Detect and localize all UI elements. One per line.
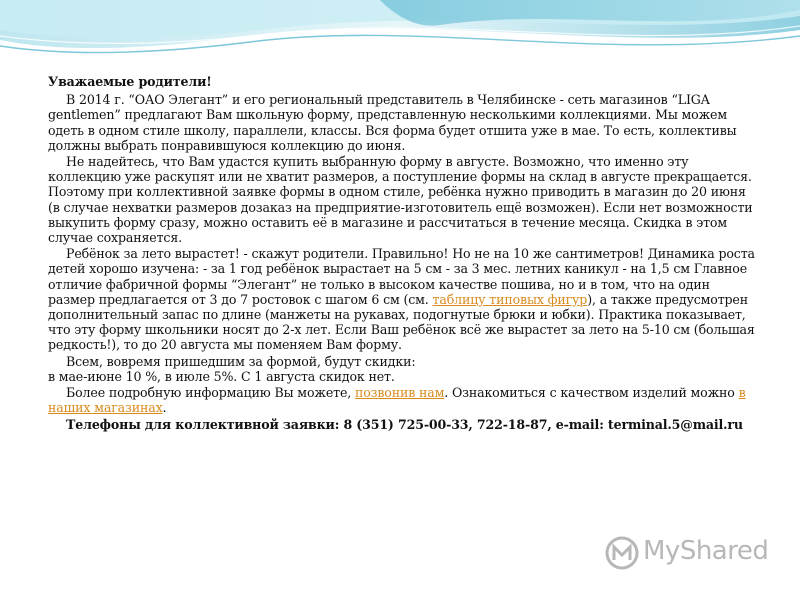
phones-line: Телефоны для коллективной заявки: 8 (351) 725-00-33, 722-18-87, e-mail: terminal.5@mail.ru [66, 417, 743, 433]
our-stores-link[interactable]: в наших магазинах [48, 385, 746, 416]
paragraph-2: Не надейтесь, что Вам удастся купить выбранную форму в августе. Возможно, что именно эту коллекцию уже раскупят или не хватит размеров, а поступление формы на склад в августе прекращается. Поэтому при коллективной заявке формы в одном стиле, ребёнка нужно приводить в магазин до 20 июня (в случае нехватки размеров дозаказ на предприятие-изготовитель ещё возможен). Если нет возможности выкупить форму сразу, можно оставить её в магазине и рассчитаться в течение месяца. Скидка в этом случае сохраняется. [48, 154, 753, 246]
call-us-link[interactable]: позвонив нам [354, 385, 445, 401]
paragraph-3-text-after: ), а также предусмотрен дополнительный запас по длине (манжеты на рукавах, подогнутые брюки и юбки). Практика показывает, что эту форму школьники носят до 2-х лет. Если Ваш ребёнок всё же вырастет за лето на 5-10 см (большая редкость!), то до 20 августа мы поменяем Вам форму. [48, 291, 755, 353]
discount-line-1: Всем, вовремя пришедшим за формой, будут скидки: [66, 353, 416, 369]
myshared-watermark [605, 532, 785, 572]
paragraph-3-text-before: Ребёнок за лето вырастет! - скажут родители. Правильно! Но не на 10 же сантиметров! Динамика роста детей хорошо изучена: - за 1 год ребёнок вырастает на 5 см - за 3 мес. летних каникул - на 1,5 см Главное отличие фабричной формы “Элегант” не только в высоком качестве пошива, но и в том, что на один размер предлагается от 3 до 7 ростовок с шагом 6 см (см. [48, 246, 755, 307]
paragraph-4 [48, 354, 760, 384]
header-wave-decoration [0, 0, 800, 70]
paragraph-5-text-3: . [162, 400, 167, 416]
watermark-text: MyShared [643, 536, 769, 566]
paragraph-1: В 2014 г. “ОАО Элегант” и его региональный представитель в Челябинске - сеть магазинов “LIGA gentlemen” предлагают Вам школьную форму, представленную несколькими коллекциями. Мы можем одеть в одном стиле школу, параллели, классы. Вся форма будет отшита уже в мае. То есть, коллективы должны выбрать понравившуюся коллекцию до июня. [48, 92, 737, 153]
figure-table-link[interactable]: таблицу типовых фигур [432, 291, 588, 307]
letter-body [48, 74, 760, 434]
myshared-logo-icon [605, 536, 639, 570]
paragraph-5 [48, 385, 760, 415]
paragraph-5-text-1: Более подробную информацию Вы можете, [66, 385, 355, 401]
discount-line-2: в мае-июне 10 %, в июле 5%. С 1 августа скидок нет. [48, 368, 395, 384]
paragraph-5-text-2: . Ознакомиться с качеством изделий можно [444, 385, 739, 401]
salutation: Уважаемые родители! [48, 74, 212, 89]
paragraph-3 [48, 246, 760, 352]
